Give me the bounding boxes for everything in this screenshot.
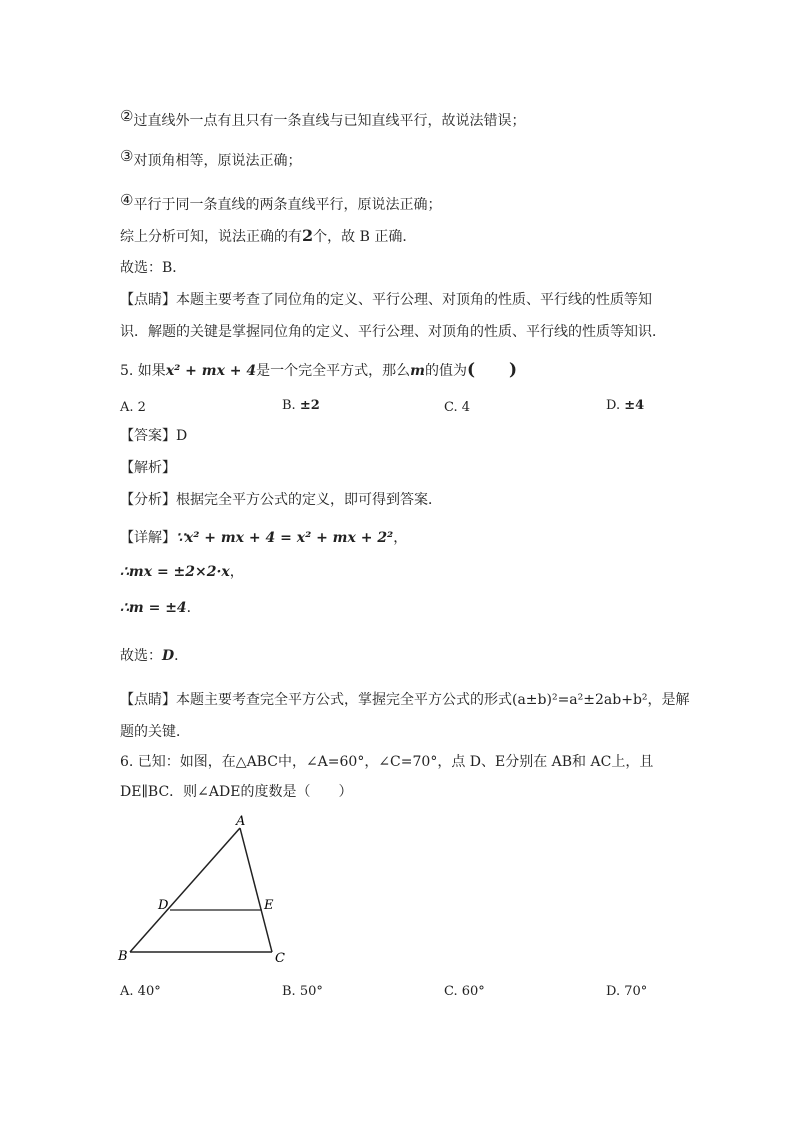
side-ac [240,828,272,952]
q5-option-d [606,396,644,416]
statement-2 [120,107,526,131]
q5-step-2-end: ． [186,600,201,616]
triangle-figure [112,810,302,970]
comment-prev-line1: 【点睛】本题主要考查了同位角的定义、平行公理、对顶角的性质、平行线的性质等知 [120,292,652,308]
q5-prefix: 5. 如果 [120,363,166,379]
q5-answer-paren: ( ) [466,360,518,380]
statement-4 [120,191,442,215]
point-label-d: D [158,898,169,913]
q5-option-c [444,398,470,418]
q5-option-b [282,396,320,416]
q6-option-c-value: 60° [461,984,485,999]
q6-option-c [444,982,485,1002]
q6-option-d [606,982,647,1002]
vertex-label-c: C [275,951,285,966]
q5-choose [120,646,188,666]
q5-step-2-expression: ∴m = ±4 [120,600,187,616]
q5-option-c-label: C. [444,400,458,415]
vertex-label-a: A [236,814,246,829]
q5-answer: 【答案】D [120,428,188,444]
q6-option-b [282,982,323,1002]
q5-detail-expression: ∵x² + mx + 4 = x² + mx + 2² [176,530,394,546]
q6-option-a-value: 40° [137,984,161,999]
q5-choose-value: D [162,648,175,664]
q5-step-2 [120,598,201,618]
q5-expression: x² + mx + 4 [165,363,257,379]
q5-option-b-value: ±2 [299,398,320,413]
q6-option-d-label: D. [606,984,621,999]
statement-3-text: 对顶角相等，原说法正确； [133,153,302,169]
q6-option-b-label: B. [282,984,296,999]
q6-option-b-value: 50° [299,984,323,999]
summary-count: 2 [302,226,314,245]
q5-step-1-expression: ∴mx = ±2×2·x [120,564,230,580]
q5-choose-end: ． [174,648,189,664]
summary-text-b: 个，故 B 正确． [313,229,417,245]
side-ab [130,828,240,952]
point-label-e: E [264,898,274,913]
question-6-line1: 6. 已知：如图，在△ABC中，∠A=60°，∠C=70°，点 D、E分别在 AB和 AC上，且 [120,754,654,770]
question-5 [120,360,517,381]
circled-2: ② [120,107,134,125]
statement-4-text: 平行于同一条直线的两条直线平行，原说法正确； [133,197,442,213]
q5-step-1 [120,562,244,582]
question-6-line2: DE∥BC．则∠ADE的度数是（ ） [120,784,353,800]
q6-option-a [120,982,161,1002]
choose-answer-prev: 故选：B． [120,260,187,276]
q5-option-a [120,398,146,418]
q5-option-d-value: ±4 [624,398,645,413]
q5-suffix: 的值为 [424,363,467,379]
summary-text-a: 综上分析可知，说法正确的有 [120,229,302,245]
q5-option-a-value: 2 [137,400,146,415]
q5-variable: m [410,363,425,379]
circled-4: ④ [120,191,134,209]
q6-option-d-value: 70° [624,984,648,999]
q5-comment-line1: 【点睛】本题主要考查完全平方公式，掌握完全平方公式的形式(a±b)²=a²±2ab+b²，是解 [120,692,690,708]
q5-middle: 是一个完全平方式，那么 [256,363,411,379]
q5-option-d-label: D. [606,398,621,413]
q5-detail-line [120,528,407,548]
q6-option-c-label: C. [444,984,458,999]
q5-option-a-label: A. [120,400,134,415]
q5-choose-label: 故选： [120,648,162,664]
summary-line [120,226,416,247]
q5-option-c-value: 4 [461,400,471,415]
q5-detail-end: ， [393,530,408,546]
q5-detail-label: 【详解】 [120,530,176,546]
statement-3 [120,147,302,171]
q5-analysis: 【分析】根据完全平方公式的定义，即可得到答案． [120,492,442,508]
q5-option-b-label: B. [282,398,296,413]
q5-comment-line2: 题的关键． [120,724,190,740]
q6-option-a-label: A. [120,984,134,999]
q5-step-1-end: ， [229,564,244,580]
circled-3: ③ [120,147,134,165]
statement-2-text: 过直线外一点有且只有一条直线与已知直线平行，故说法错误； [133,113,526,129]
comment-prev-line2: 识．解题的关键是掌握同位角的定义、平行公理、对顶角的性质、平行线的性质等知识． [120,324,666,340]
q5-analysis-title: 【解析】 [120,460,176,476]
vertex-label-b: B [118,949,128,964]
